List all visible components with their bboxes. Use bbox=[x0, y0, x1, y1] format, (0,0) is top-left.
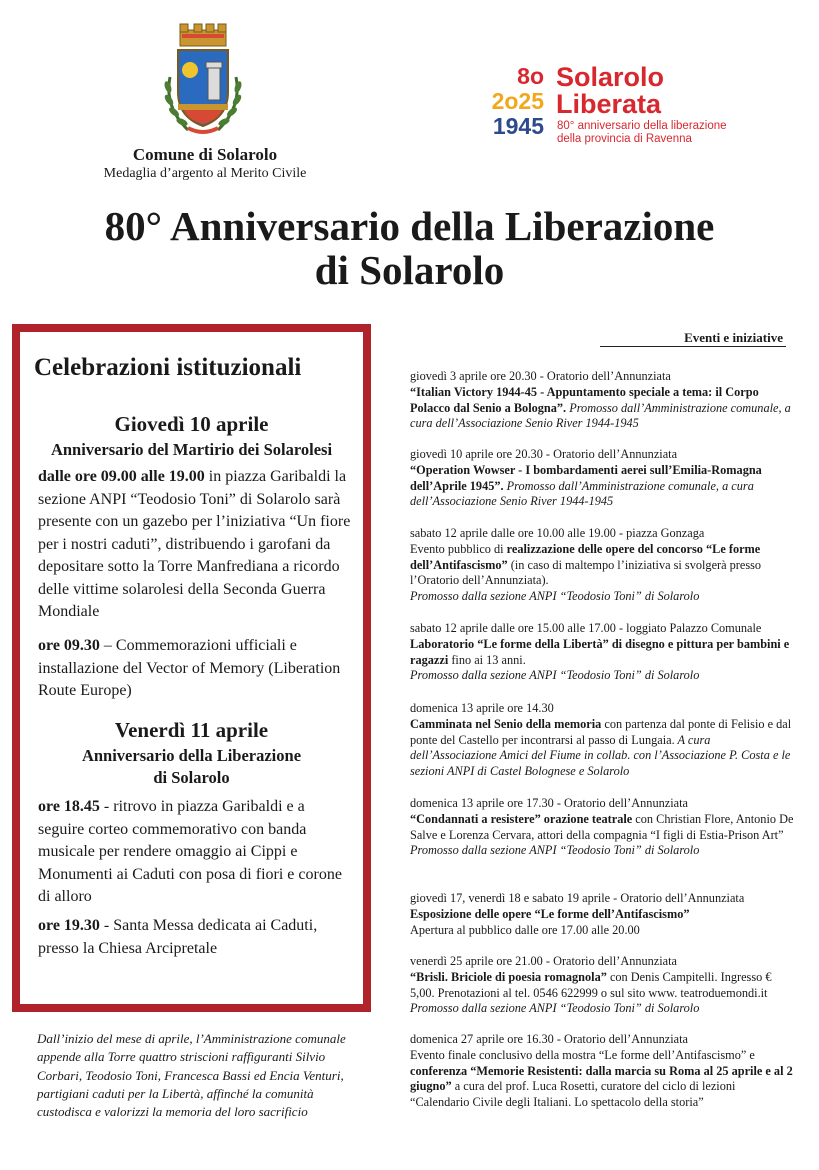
logo-title-line-2: Liberata bbox=[556, 89, 662, 119]
events-heading: Eventi e iniziative bbox=[684, 330, 783, 345]
day2-p2-text: - Santa Messa dedicata ai Caduti, presso la Chiesa Arcipretale bbox=[38, 917, 318, 957]
logo-year-2025: 2o25 bbox=[491, 88, 544, 114]
event-title: “Operation Wowser - I bombardamenti aerei sull’Emilia-Romagna dell’Aprile 1945”. bbox=[410, 462, 762, 493]
event-text: con Denis Campitelli. Ingresso € 5,00. Prenotazioni al tel. 0546 622999 o sul sito www. teatroduemondi.it bbox=[410, 969, 772, 1000]
event-item bbox=[410, 954, 795, 1017]
day2-paragraph-1 bbox=[38, 796, 353, 909]
event-item bbox=[410, 1032, 795, 1111]
event-intro: Evento pubblico di bbox=[410, 541, 507, 556]
logo-title bbox=[556, 64, 664, 118]
day1-p1-time: dalle ore 09.00 alle 19.00 bbox=[38, 468, 205, 485]
day1-date: Giovedì 10 aprile bbox=[114, 412, 269, 436]
event-head: giovedì 3 aprile ore 20.30 - Oratorio dell’Annunziata bbox=[410, 369, 671, 383]
event-title: Camminata nel Senio della memoria bbox=[410, 716, 602, 731]
day1-p1-text: in piazza Garibaldi la sezione ANPI “Teodosio Toni” di Solarolo sarà presente con un gazebo per l’iniziativa “Un fiore per i nostri caduti”, distribuendo i garofani da depositare sotto la Torre Manfrediana a ricordo delle vittime solarolesi della Seconda Guerra Mondiale bbox=[38, 468, 351, 620]
event-intro: Evento finale conclusivo della mostra “Le forme dell’Antifascismo” e bbox=[410, 1047, 755, 1062]
logo-year-1945: 1945 bbox=[492, 113, 544, 139]
event-promoter: A cura dell’Associazione Amici del Fiume in collab. con l’Associazione P. Costa e le sezioni ANPI di Castel Bolognese e Solarolo bbox=[410, 732, 791, 779]
event-head: giovedì 10 aprile ore 20.30 - Oratorio dell’Annunziata bbox=[410, 447, 678, 461]
towers-banners-note: Dall’inizio del mese di aprile, l’Amministrazione comunale appende alla Torre quattro striscioni raffiguranti Silvio Corbari, Teodosio Toni, Francesca Bassi ed Encia Venturi, partigiani caduti per la Libertà, affinché la comunità custodisca e valorizzi la memoria del loro sacrificio bbox=[37, 1031, 346, 1120]
coat-of-arms-icon bbox=[158, 22, 248, 142]
day1-p2-time: ore 09.30 bbox=[38, 637, 100, 654]
event-text: a cura del prof. Luca Rosetti, curatore del ciclo di lezioni “Calendario Civile degli Italiani. Lo spettacolo della storia” bbox=[410, 1079, 736, 1110]
institutional-celebrations-box bbox=[12, 324, 371, 1012]
comune-subtitle: Medaglia d’argento al Merito Civile bbox=[103, 166, 307, 181]
page-title-line-1: 80° Anniversario della Liberazione bbox=[104, 203, 715, 249]
day1-paragraph-1 bbox=[38, 466, 353, 624]
day1-p2-text: – Commemorazioni ufficiali e installazione del Vector of Memory (Liberation Route Europe) bbox=[38, 637, 341, 699]
page-title-line-2: di Solarolo bbox=[314, 247, 505, 293]
day2-date: Venerdì 11 aprile bbox=[114, 718, 269, 742]
event-head: domenica 27 aprile ore 16.30 - Oratorio dell’Annunziata bbox=[410, 1032, 688, 1046]
day2-occasion-line-1: Anniversario della Liberazione bbox=[81, 746, 302, 765]
event-title: Esposizione delle opere “Le forme dell’Antifascismo” bbox=[410, 906, 690, 921]
event-text: con partenza dal ponte di Felisio e dal ponte del Castello per incontrarsi al passo di Lungaia. bbox=[410, 716, 792, 747]
events-heading-rule bbox=[600, 346, 786, 347]
event-promoter: Promosso dall’Amministrazione comunale, a cura dell’Associazione Senio River 1944-1945 bbox=[410, 400, 791, 431]
event-title: conferenza “Memorie Resistenti: dalla marcia su Roma al 25 aprile e al 2 giugno” bbox=[410, 1063, 793, 1094]
event-text: fino ai 13 anni. bbox=[448, 652, 526, 667]
logo-subtitle-line-1: 80° anniversario della liberazione bbox=[557, 120, 727, 132]
event-head: domenica 13 aprile ore 14.30 bbox=[410, 701, 554, 715]
event-text: Apertura al pubblico dalle ore 17.00 alle 20.00 bbox=[410, 922, 640, 937]
event-item bbox=[410, 701, 795, 780]
event-promoter: Promosso dalla sezione ANPI “Teodosio Toni” di Solarolo bbox=[410, 589, 700, 604]
event-item bbox=[410, 796, 795, 859]
day2-p1-time: ore 18.45 bbox=[38, 798, 100, 815]
event-item bbox=[410, 526, 795, 605]
day1-paragraph-2 bbox=[38, 635, 353, 703]
day2-p1-text: - ritrovo in piazza Garibaldi e a seguire corteo commemorativo con banda musicale per rendere omaggio ai Cippi e Monumenti ai Caduti con posa di fiori e corone di alloro bbox=[38, 798, 342, 905]
event-promoter: Promosso dalla sezione ANPI “Teodosio Toni” di Solarolo bbox=[410, 668, 700, 683]
event-promoter: Promosso dalla sezione ANPI “Teodosio Toni” di Solarolo bbox=[410, 1001, 700, 1016]
logo-subtitle bbox=[557, 120, 727, 146]
logo-subtitle-line-2: della provincia di Ravenna bbox=[557, 133, 692, 145]
event-promoter: Promosso dalla sezione ANPI “Teodosio Toni” di Solarolo bbox=[410, 843, 700, 858]
box-heading: Celebrazioni istituzionali bbox=[34, 354, 302, 381]
day2-p2-time: ore 19.30 bbox=[38, 917, 100, 934]
event-head: giovedì 17, venerdì 18 e sabato 19 aprile - Oratorio dell’Annunziata bbox=[410, 891, 745, 905]
day2-paragraph-2 bbox=[38, 915, 353, 960]
event-item bbox=[410, 891, 795, 938]
comune-name: Comune di Solarolo bbox=[132, 145, 278, 164]
event-title: “Brisli. Briciole di poesia romagnola” bbox=[410, 969, 607, 984]
logo-year-80: 8o bbox=[517, 63, 544, 89]
event-title: Laboratorio “Le forme della Libertà” di disegno e pittura per bambini e ragazzi bbox=[410, 636, 790, 667]
event-head: domenica 13 aprile ore 17.30 - Oratorio dell’Annunziata bbox=[410, 796, 688, 810]
event-title: “Italian Victory 1944-45 - Appuntamento speciale a tema: il Corpo Polacco dal Senio a Bologna”. bbox=[410, 384, 759, 415]
anniversary-logo-years bbox=[474, 64, 544, 139]
event-text: (in caso di maltempo l’iniziativa si svolgerà presso l’Oratorio dell’Annunziata). bbox=[410, 557, 762, 588]
event-title: “Condannati a resistere” orazione teatrale bbox=[410, 811, 633, 826]
event-head: sabato 12 aprile dalle ore 15.00 alle 17.00 - loggiato Palazzo Comunale bbox=[410, 621, 762, 635]
day1-occasion: Anniversario del Martirio dei Solarolesi bbox=[50, 440, 333, 459]
logo-title-line-1: Solarolo bbox=[556, 62, 665, 92]
event-promoter: Promosso dall’Amministrazione comunale, a cura dell’Associazione Senio River 1944-1945 bbox=[410, 478, 754, 509]
event-text: con Christian Flore, Antonio De Salve e Lorenza Cervara, attori della compagnia “I figli di Estia-Prison Art” bbox=[410, 811, 794, 842]
event-item bbox=[410, 369, 795, 432]
event-item bbox=[410, 621, 795, 684]
page-title bbox=[0, 204, 819, 292]
event-head: venerdì 25 aprile ore 21.00 - Oratorio dell’Annunziata bbox=[410, 954, 678, 968]
event-title: realizzazione delle opere del concorso “Le forme dell’Antifascismo” bbox=[410, 541, 761, 572]
day2-occasion-line-2: di Solarolo bbox=[153, 768, 230, 787]
event-head: sabato 12 aprile dalle ore 10.00 alle 19.00 - piazza Gonzaga bbox=[410, 526, 705, 540]
event-item bbox=[410, 447, 795, 510]
